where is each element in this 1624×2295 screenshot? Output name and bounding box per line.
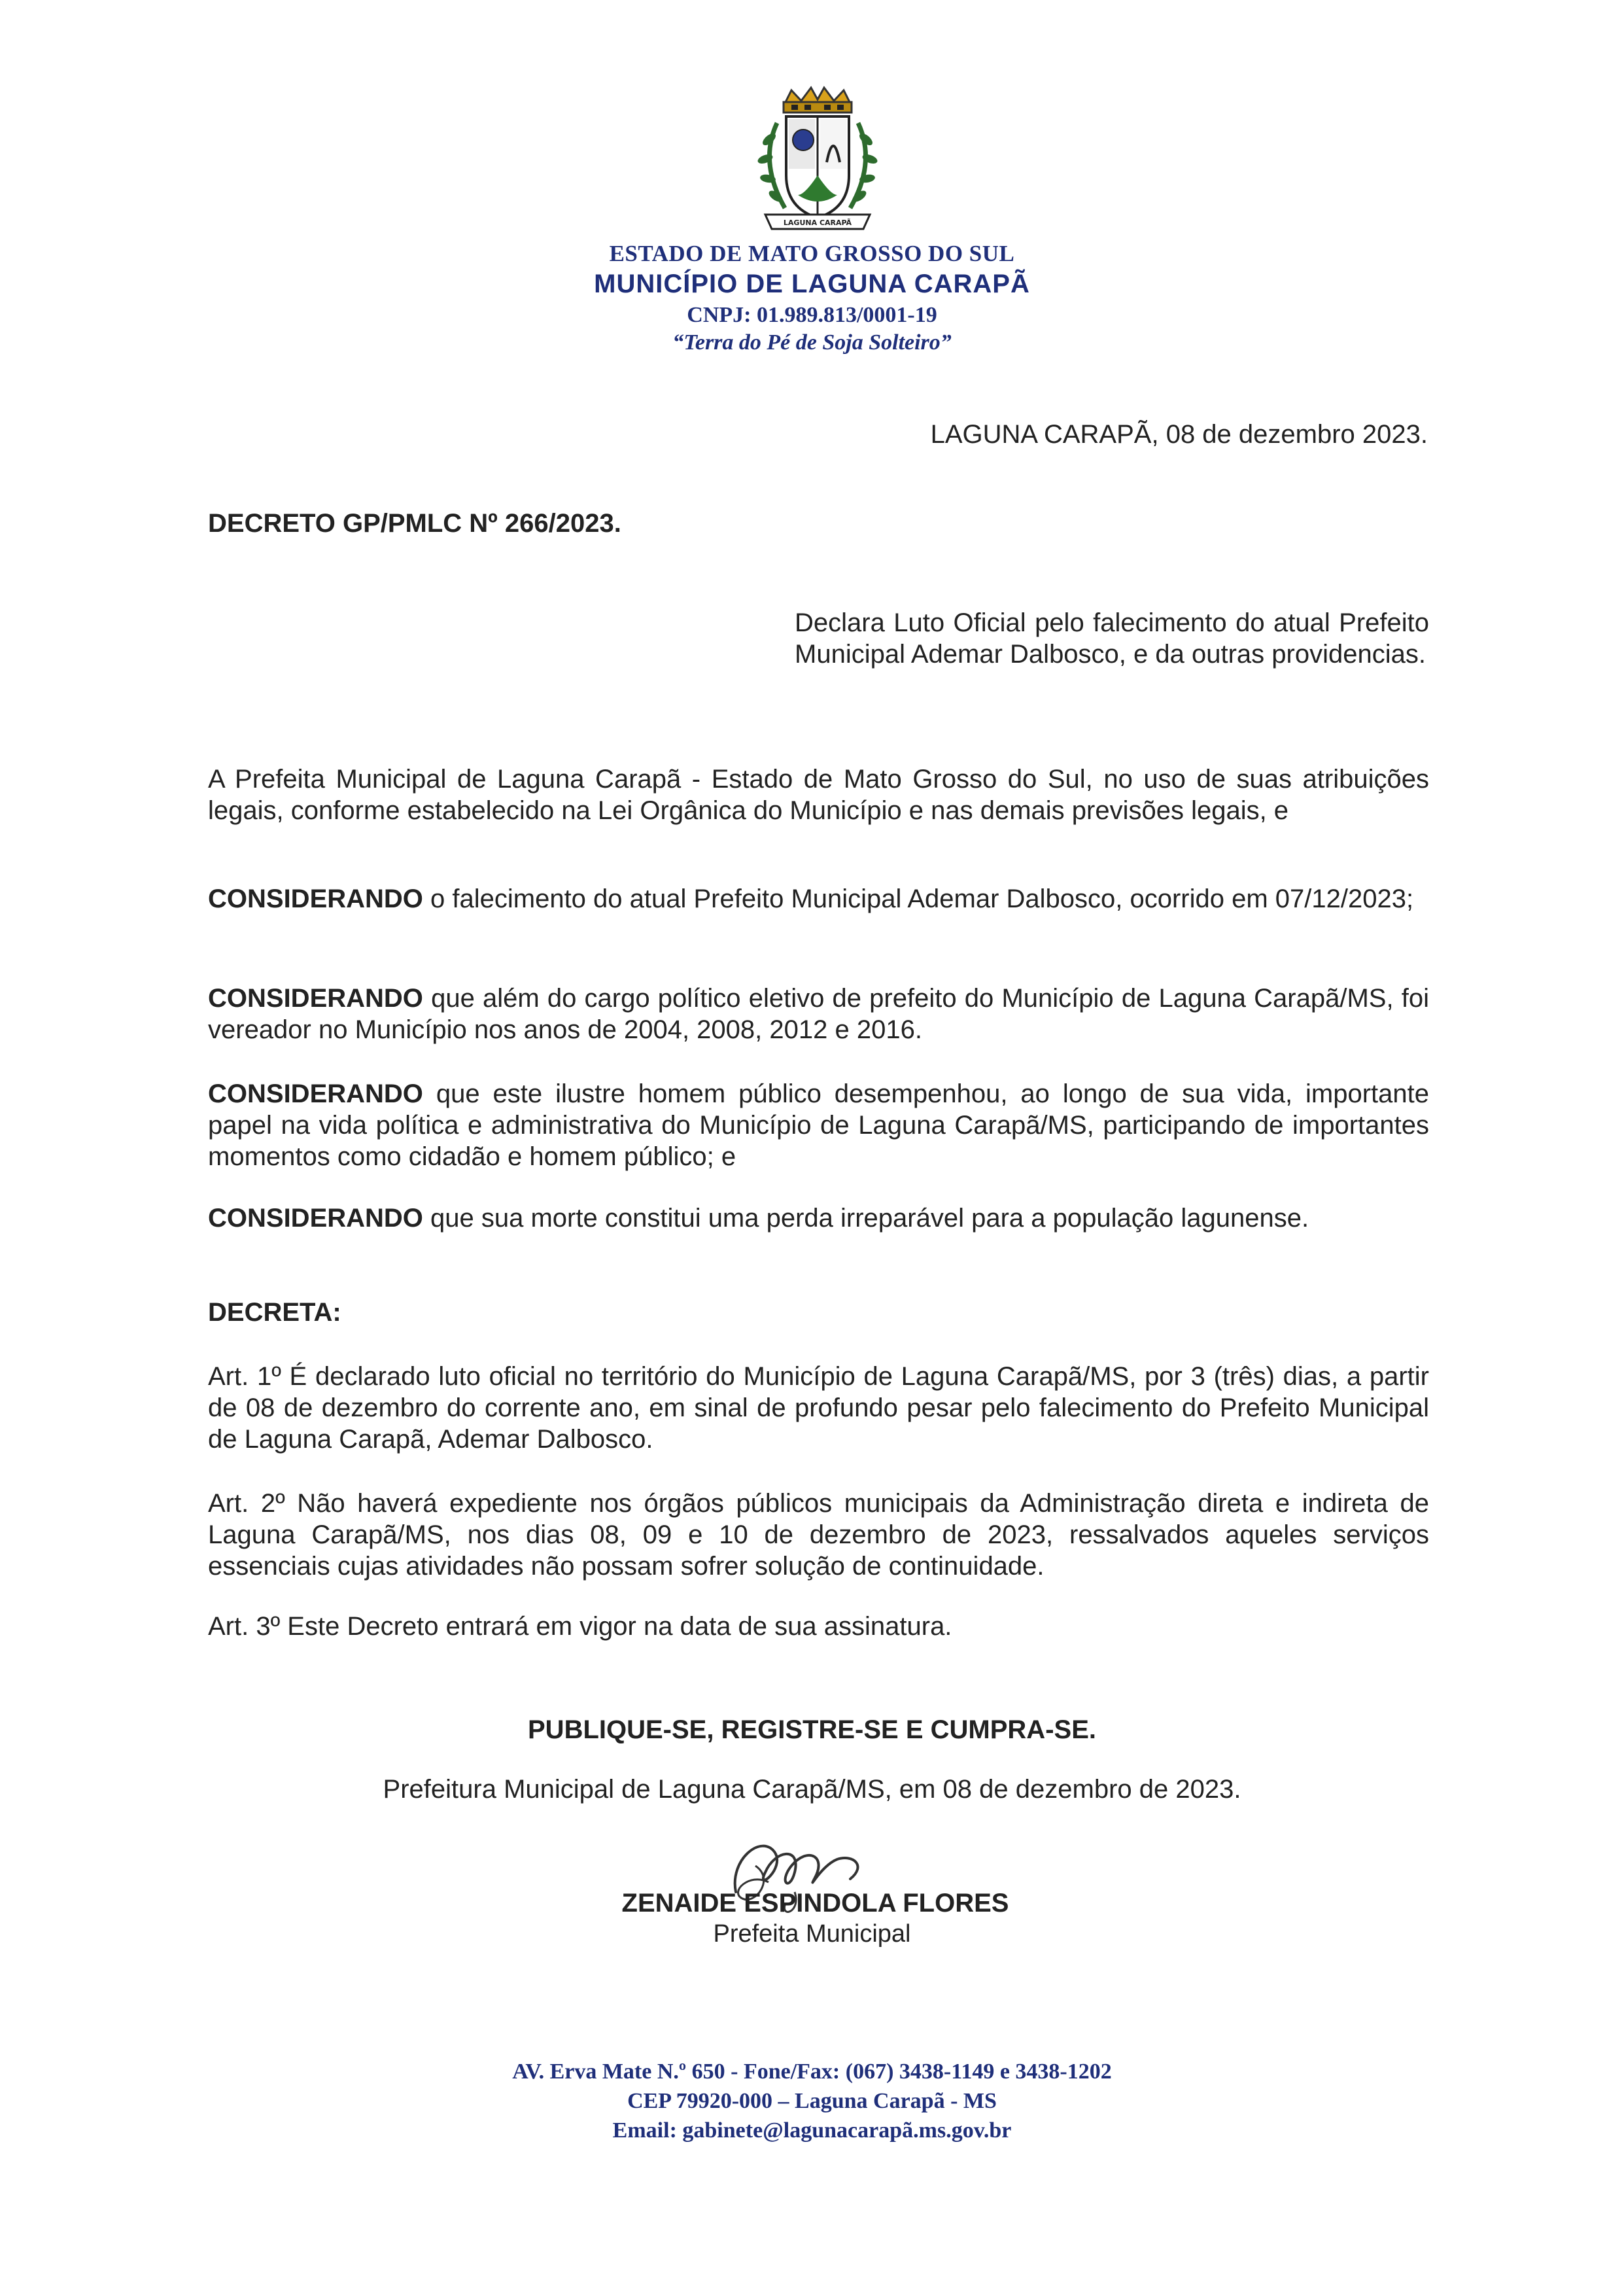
header-cnpj: CNPJ: 01.989.813/0001-19 xyxy=(687,303,937,327)
article-2: Art. 2º Não haverá expediente nos órgãos públicos municipais da Administração direta e indireta de Laguna Carapã/MS, nos dias 08, 09 e 10 de dezembro de 2023, ressalvados aqueles serviços essenciais cujas atividades não possam sofrer solução de continuidade. xyxy=(208,1489,1429,1581)
considerando-4 xyxy=(208,1202,1429,1234)
header-state: ESTADO DE MATO GROSSO DO SUL xyxy=(609,241,1015,266)
considerando-2 xyxy=(208,983,1429,1045)
header-motto: “Terra do Pé de Soja Solteiro” xyxy=(672,330,952,355)
considerando-keyword: CONSIDERANDO xyxy=(208,984,423,1013)
decree-summary: Declara Luto Oficial pelo falecimento do atual Prefeito Municipal Ademar Dalbosco, e da outras providencias. xyxy=(795,608,1429,669)
considerando-text: que além do cargo político eletivo de prefeito do Município de Laguna Carapã/MS, foi vereador no Município nos anos de 2004, 2008, 2012 e 2016. xyxy=(208,984,1429,1044)
footer-email: Email: gabinete@lagunacarapã.ms.gov.br xyxy=(612,2118,1012,2143)
svg-text:LAGUNA CARAPÃ: LAGUNA CARAPÃ xyxy=(783,219,852,227)
footer-cep: CEP 79920-000 – Laguna Carapã - MS xyxy=(627,2089,997,2113)
considerando-keyword: CONSIDERANDO xyxy=(208,1204,423,1233)
considerando-text: que sua morte constitui uma perda irreparável para a população lagunense. xyxy=(423,1204,1309,1233)
considerando-3 xyxy=(208,1078,1429,1172)
publish-statement: PUBLIQUE-SE, REGISTRE-SE E CUMPRA-SE. xyxy=(528,1715,1096,1744)
footer-address: AV. Erva Mate N.º 650 - Fone/Fax: (067) 3438-1149 e 3438-1202 xyxy=(512,2059,1112,2084)
signer-role: Prefeita Municipal xyxy=(713,1920,911,1948)
place-and-date: Prefeitura Municipal de Laguna Carapã/MS, em 08 de dezembro de 2023. xyxy=(383,1775,1241,1804)
article-1: Art. 1º É declarado luto oficial no território do Município de Laguna Carapã/MS, por 3 (três) dias, a partir de 08 de dezembro do corrente ano, em sinal de profundo pesar pelo falecimento do Prefeito Municipal de Laguna Carapã, Ademar Dalbosco. xyxy=(208,1362,1429,1454)
considerando-text: que este ilustre homem público desempenhou, ao longo de sua vida, importante papel na vida política e administrativa do Município de Laguna Carapã/MS, participando de importantes momentos como cidadão e homem público; e xyxy=(208,1079,1429,1171)
coat-of-arms-icon xyxy=(739,84,896,241)
decree-title: DECRETO GP/PMLC Nº 266/2023. xyxy=(208,509,621,538)
document-date: LAGUNA CARAPÃ, 08 de dezembro 2023. xyxy=(930,420,1428,449)
considerando-keyword: CONSIDERANDO xyxy=(208,1079,423,1108)
considerando-keyword: CONSIDERANDO xyxy=(208,885,423,913)
considerando-1 xyxy=(208,883,1429,915)
signer-name: ZENAIDE ESPINDOLA FLORES xyxy=(621,1889,1009,1918)
considerando-text: o falecimento do atual Prefeito Municipal Ademar Dalbosco, ocorrido em 07/12/2023; xyxy=(423,885,1414,913)
decreta-label: DECRETA: xyxy=(208,1298,341,1327)
preamble: A Prefeita Municipal de Laguna Carapã - Estado de Mato Grosso do Sul, no uso de suas atribuições legais, conforme estabelecido na Lei Orgânica do Município e nas demais previsões legais, e xyxy=(208,765,1429,825)
article-3: Art. 3º Este Decreto entrará em vigor na data de sua assinatura. xyxy=(208,1612,952,1641)
header-municipality: MUNICÍPIO DE LAGUNA CARAPÃ xyxy=(594,270,1030,298)
